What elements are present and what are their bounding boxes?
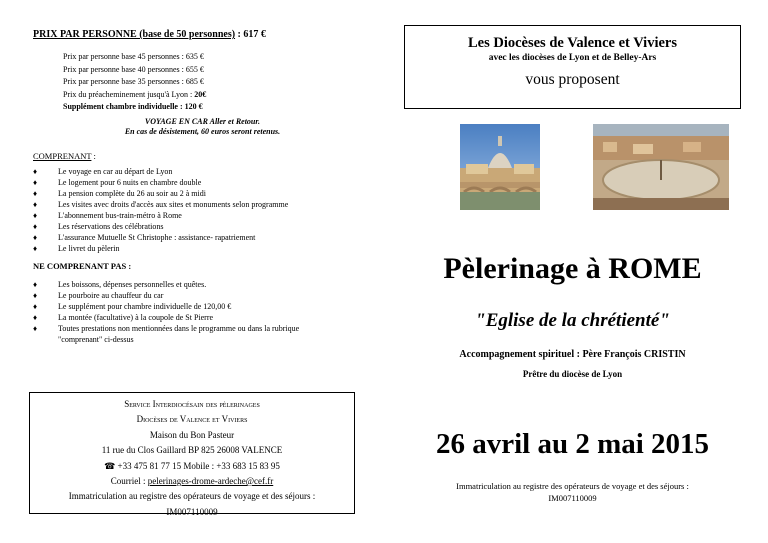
email-link[interactable]: pelerinages-drome-ardeche@cef.fr — [147, 476, 274, 487]
list-item — [33, 199, 373, 210]
diamond-bullet-icon: ♦ — [33, 211, 38, 220]
service-phone: +33 475 81 77 15 Mobile : +33 683 15 83 95 — [117, 460, 280, 471]
list-item — [33, 221, 373, 232]
list-item — [33, 166, 373, 177]
preacheminement-line — [63, 89, 206, 102]
st-peter-basilica-photo — [460, 124, 540, 210]
diamond-bullet-icon: ♦ — [33, 280, 38, 289]
list-item — [33, 210, 373, 221]
comprenant-title-label: COMPRENANT — [33, 151, 92, 161]
list-item-text: L'abonnement bus-train-métro à Rome — [58, 211, 182, 220]
courriel-label: Courriel : — [110, 476, 148, 487]
pelerinage-subtitle: "Eglise de la chrétienté" — [475, 310, 670, 331]
prix-line: Prix par personne base 35 personnes : 685 € — [63, 77, 204, 86]
dioceses-box — [404, 25, 741, 109]
list-item — [33, 188, 373, 199]
diamond-bullet-icon: ♦ — [33, 222, 38, 231]
list-item-text: Les boissons, dépenses personnelles et quêtes. — [58, 280, 207, 289]
service-address: 11 rue du Clos Gaillard BP 825 26008 VALENCE — [101, 445, 283, 456]
service-courriel-line — [30, 474, 354, 489]
list-item-text: Le logement pour 6 nuits en chambre double — [58, 178, 202, 187]
immat-code: IM007110009 — [548, 493, 597, 503]
preach-value: 20€ — [194, 89, 207, 99]
diamond-bullet-icon: ♦ — [33, 313, 38, 322]
voyage-line-2: En cas de désistement, 60 euros seront retenus. — [124, 127, 281, 136]
dioceses-subtitle: avec les diocèses de Lyon et de Belley-Ars — [488, 53, 657, 63]
diamond-bullet-icon: ♦ — [33, 302, 38, 311]
st-peter-square-photo — [593, 124, 729, 210]
list-item-text: La pension complète du 26 au soir au 2 à midi — [58, 189, 206, 198]
prix-title-value: : 617 € — [235, 29, 266, 40]
list-item-text: Les visites avec droits d'accès aux sites et monuments selon programme — [58, 200, 289, 209]
list-item — [33, 177, 373, 188]
dioceses-title: Les Diocèses de Valence et Viviers — [467, 35, 677, 51]
voyage-note — [30, 117, 375, 137]
list-item-text: Le livret du pèlerin — [58, 244, 120, 253]
list-item — [33, 312, 333, 323]
dioceses-propose: vous proposent — [525, 71, 620, 88]
prix-lines — [63, 51, 206, 114]
list-item — [33, 243, 373, 254]
list-item-text: Le supplément pour chambre individuelle de 120,00 € — [58, 302, 232, 311]
list-item — [33, 279, 333, 290]
list-item — [33, 290, 333, 301]
service-phone-line — [30, 459, 354, 474]
list-item — [33, 301, 333, 312]
immatriculation — [404, 480, 741, 504]
service-immat-code: IM007110009 — [166, 506, 218, 517]
list-item — [33, 232, 373, 243]
list-item-text: Le voyage en car au départ de Lyon — [58, 167, 173, 176]
ne-comprenant-title: NE COMPRENANT PAS : — [33, 261, 132, 271]
diamond-bullet-icon: ♦ — [33, 244, 38, 253]
pretre: Prêtre du diocèse de Lyon — [522, 369, 623, 379]
diamond-bullet-icon: ♦ — [33, 291, 38, 300]
supplement-line: Supplément chambre individuelle : 120 € — [63, 102, 203, 111]
comprenant-title-suffix: : — [91, 151, 96, 161]
prix-title-label: PRIX PAR PERSONNE (base de 50 personnes) — [33, 29, 236, 40]
phone-icon: ☎ — [104, 460, 118, 471]
voyage-line-1: VOYAGE EN CAR Aller et Retour. — [144, 117, 261, 126]
diamond-bullet-icon: ♦ — [33, 233, 38, 242]
list-item — [33, 323, 333, 345]
service-title: Service Interdiocésain des pèlerinages — [124, 399, 260, 409]
diamond-bullet-icon: ♦ — [33, 189, 38, 198]
service-dioceses: Diocèses de Valence et Viviers — [136, 414, 248, 425]
comprenant-title — [33, 151, 96, 161]
list-item-text: La montée (facultative) à la coupole de St Pierre — [58, 313, 214, 322]
list-item-text: Le pourboire au chauffeur du car — [58, 291, 164, 300]
prix-title — [33, 29, 266, 40]
prix-line: Prix par personne base 40 personnes : 655 € — [63, 64, 204, 74]
service-immat: Immatriculation au registre des opérateurs de voyage et des séjours : — [68, 491, 316, 502]
accompagnement: Accompagnement spirituel : Père François CRISTIN — [459, 349, 686, 360]
service-maison: Maison du Bon Pasteur — [149, 429, 235, 440]
diamond-bullet-icon: ♦ — [33, 167, 38, 176]
ne-comprenant-list — [33, 279, 333, 345]
diamond-bullet-icon: ♦ — [33, 200, 38, 209]
service-box — [29, 392, 355, 517]
preach-label: Prix du préacheminement jusqu'à Lyon : — [63, 89, 195, 99]
diamond-bullet-icon: ♦ — [33, 178, 38, 187]
comprenant-list — [33, 166, 373, 254]
immat-text: Immatriculation au registre des opérateurs de voyage et des séjours : — [456, 481, 689, 491]
prix-line: Prix par personne base 45 personnes : 635 € — [63, 52, 204, 61]
list-item-text: Les réservations des célébrations — [58, 222, 164, 231]
list-item-text: L'assurance Mutuelle St Christophe : assistance- rapatriement — [58, 233, 256, 242]
pelerinage-title: Pèlerinage à ROME — [443, 252, 702, 285]
diamond-bullet-icon: ♦ — [33, 324, 38, 333]
list-item-text: Toutes prestations non mentionnées dans le programme ou dans la rubrique "comprenant" ci-dessus — [58, 324, 300, 344]
trip-dates: 26 avril au 2 mai 2015 — [435, 428, 710, 460]
